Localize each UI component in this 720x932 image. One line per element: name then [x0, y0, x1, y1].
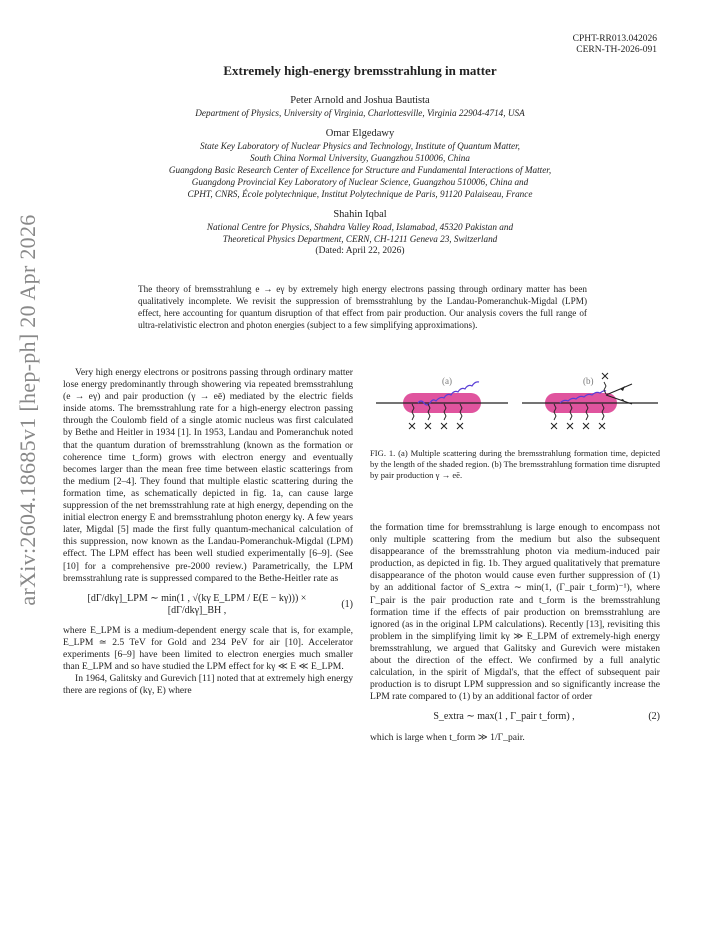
abstract: The theory of bremsstrahlung e → eγ by extremely high energy electrons passing through ordinary matter has been qualitatively incomplete. We revisit the suppression of bremsstrahlung by the Landau-Pomeranchuk-Migdal (LPM) effect, here accounting for quantum disruption of that effect from pair production. Our analysis covers the full range of ultra-relativistic electron and photon energies (subject to a few simplifying approximations).	[138, 284, 587, 330]
equation-2	[370, 711, 660, 723]
author-names: Shahin Iqbal	[333, 209, 387, 220]
panel-b-label: (b)	[583, 376, 594, 386]
figure-1	[370, 368, 660, 438]
affiliation: South China Normal University, Guangzhou 510006, China	[250, 153, 470, 163]
right-column	[370, 522, 660, 744]
author-block	[63, 94, 657, 119]
paper-title: Extremely high-energy bremsstrahlung in matter	[223, 63, 497, 78]
author-block	[63, 127, 657, 200]
body-paragraph: which is large when t_form ≫ 1/Γ_pair.	[370, 731, 525, 743]
author-list	[63, 94, 657, 258]
author-names: Omar Elgedawy	[325, 128, 395, 139]
affiliation: CPHT, CNRS, École polytechnique, Institut Polytechnique de Paris, 91120 Palaiseau, France	[187, 189, 533, 199]
figure-panel-b	[522, 373, 658, 429]
figure-panel-a	[376, 376, 508, 429]
report-number: CERN-TH-2026-091	[576, 45, 657, 55]
affiliation: Guangdong Basic Research Center of Excellence for Structure and Fundamental Interactions of Matter,	[168, 165, 552, 175]
scattering-centers	[409, 423, 463, 429]
scattering-line	[604, 382, 606, 394]
body-paragraph: where E_LPM is a medium-dependent energy scale that is, for example, E_LPM ≃ 2.5 TeV for Gold and 234 PeV for air [10]. Accelerator experiments [6–9] have been limited to electron energies much smaller than E_LPM and so have studied the LPM effect for kγ ≪ E ≪ E_LPM.	[63, 624, 353, 673]
figure-caption: FIG. 1. (a) Multiple scattering during the bremsstrahlung formation time, depicted by the length of the shaded region. (b) The bremsstrahlung formation time disrupted by pair production γ → eē.	[370, 448, 660, 480]
report-number: CPHT-RR013.042026	[572, 34, 657, 44]
equation-1	[63, 593, 353, 617]
affiliation: National Centre for Physics, Shahdra Valley Road, Islamabad, 45320 Pakistan and	[206, 222, 514, 232]
affiliation: Department of Physics, University of Virginia, Charlottesville, Virginia 22904-4714, USA	[195, 108, 525, 118]
left-column	[63, 367, 353, 697]
body-paragraph: In 1964, Galitsky and Gurevich [11] noted that at extremely high energy there are regions of (kγ, E) where	[63, 673, 353, 697]
equation-number: (1)	[341, 598, 353, 610]
report-numbers	[573, 34, 657, 56]
body-paragraph: Very high energy electrons or positrons passing through ordinary matter lose energy predominantly through showering via repeated bremsstrahlung (e → eγ) and pair production (γ → eē) mediated by the electric fields inside atoms. The bremsstrahlung rate for a high-energy electron passing through the Coulomb field of a single atomic nucleus was first calculated by Bethe and Heitler in 1934 [1]. In 1953, Landau and Pomeranchuk noted that the quantum duration of bremsstrahlung (known as the formation or coherence time t_form) grows with electron energy and eventually becomes larger than the mean free time between elastic scatterings from the medium [2–4]. They found that multiple elastic scattering during the formation time, as schematically depicted in fig. 1a, can cause large suppression of the net bremsstrahlung rate at high energy, depending on the initial electron energy E and bremsstrahlung photon energy kγ. A few years later, Migdal [5] made the first fully quantum-mechanical calculation of this suppression, now known as the Landau-Pomeranchuk-Migdal (LPM) effect. The LPM effect has been well studied experimentally [6–9]. (See [10] for a comprehensive pre-2000 review.) Parametrically, the LPM bremsstrahlung rate is suppressed compared to the Bethe-Heitler rate as	[63, 367, 353, 584]
affiliation: Theoretical Physics Department, CERN, CH-1211 Geneva 23, Switzerland	[222, 234, 498, 244]
equation-body: S_extra ∼ max(1 , Γ_pair t_form) ,	[433, 711, 575, 723]
arxiv-identifier: arXiv:2604.18685v1 [hep-ph] 20 Apr 2026	[15, 214, 40, 606]
dated-line: (Dated: April 22, 2026)	[315, 246, 405, 256]
affiliation: Guangdong Provincial Key Laboratory of Nuclear Science, Guangzhou 510006, China and	[191, 177, 529, 187]
affiliation: State Key Laboratory of Nuclear Physics and Technology, Institute of Quantum Matter,	[200, 141, 520, 151]
panel-a-label: (a)	[442, 376, 452, 386]
equation-number: (2)	[648, 711, 660, 723]
arxiv-sidebar	[8, 200, 48, 620]
author-names: Peter Arnold and Joshua Bautista	[290, 95, 430, 106]
author-block	[63, 208, 657, 258]
equation-body: [dΓ/dkγ]_LPM ∼ min(1 , √(kγ E_LPM / E(E − kγ))) × [dΓ/dkγ]_BH ,	[87, 592, 307, 616]
body-paragraph: the formation time for bremsstrahlung is large enough to encompass not only multiple scattering from the medium but also the subsequent disappearance of the bremsstrahlung photon via medium-induced pair production, as depicted in fig. 1b. They argued qualitatively that premature disappearance of the photon would cause even further suppression of (1) by an additional factor of S_extra ∼ min(1, (Γ_pair t_form)⁻¹), where Γ_pair is the pair production rate and t_form is the bremsstrahlung formation time if the effects of pair production on bremsstrahlung are ignored (as in the original LPM calculations). Recently [13], revisiting this problem in the simplifying limit kγ ≫ E_LPM of extremely-high energy bremsstrahlung, we argued that Galitsky and Gurevich were mistaken about the direction of the effect. We confirmed by a full analytic calculation, in the spirit of Migdal's, that the effect of subsequent pair production is to disrupt LPM suppression and so significantly increase the LPM rate compared to (1) by an additional factor of order	[370, 522, 660, 703]
